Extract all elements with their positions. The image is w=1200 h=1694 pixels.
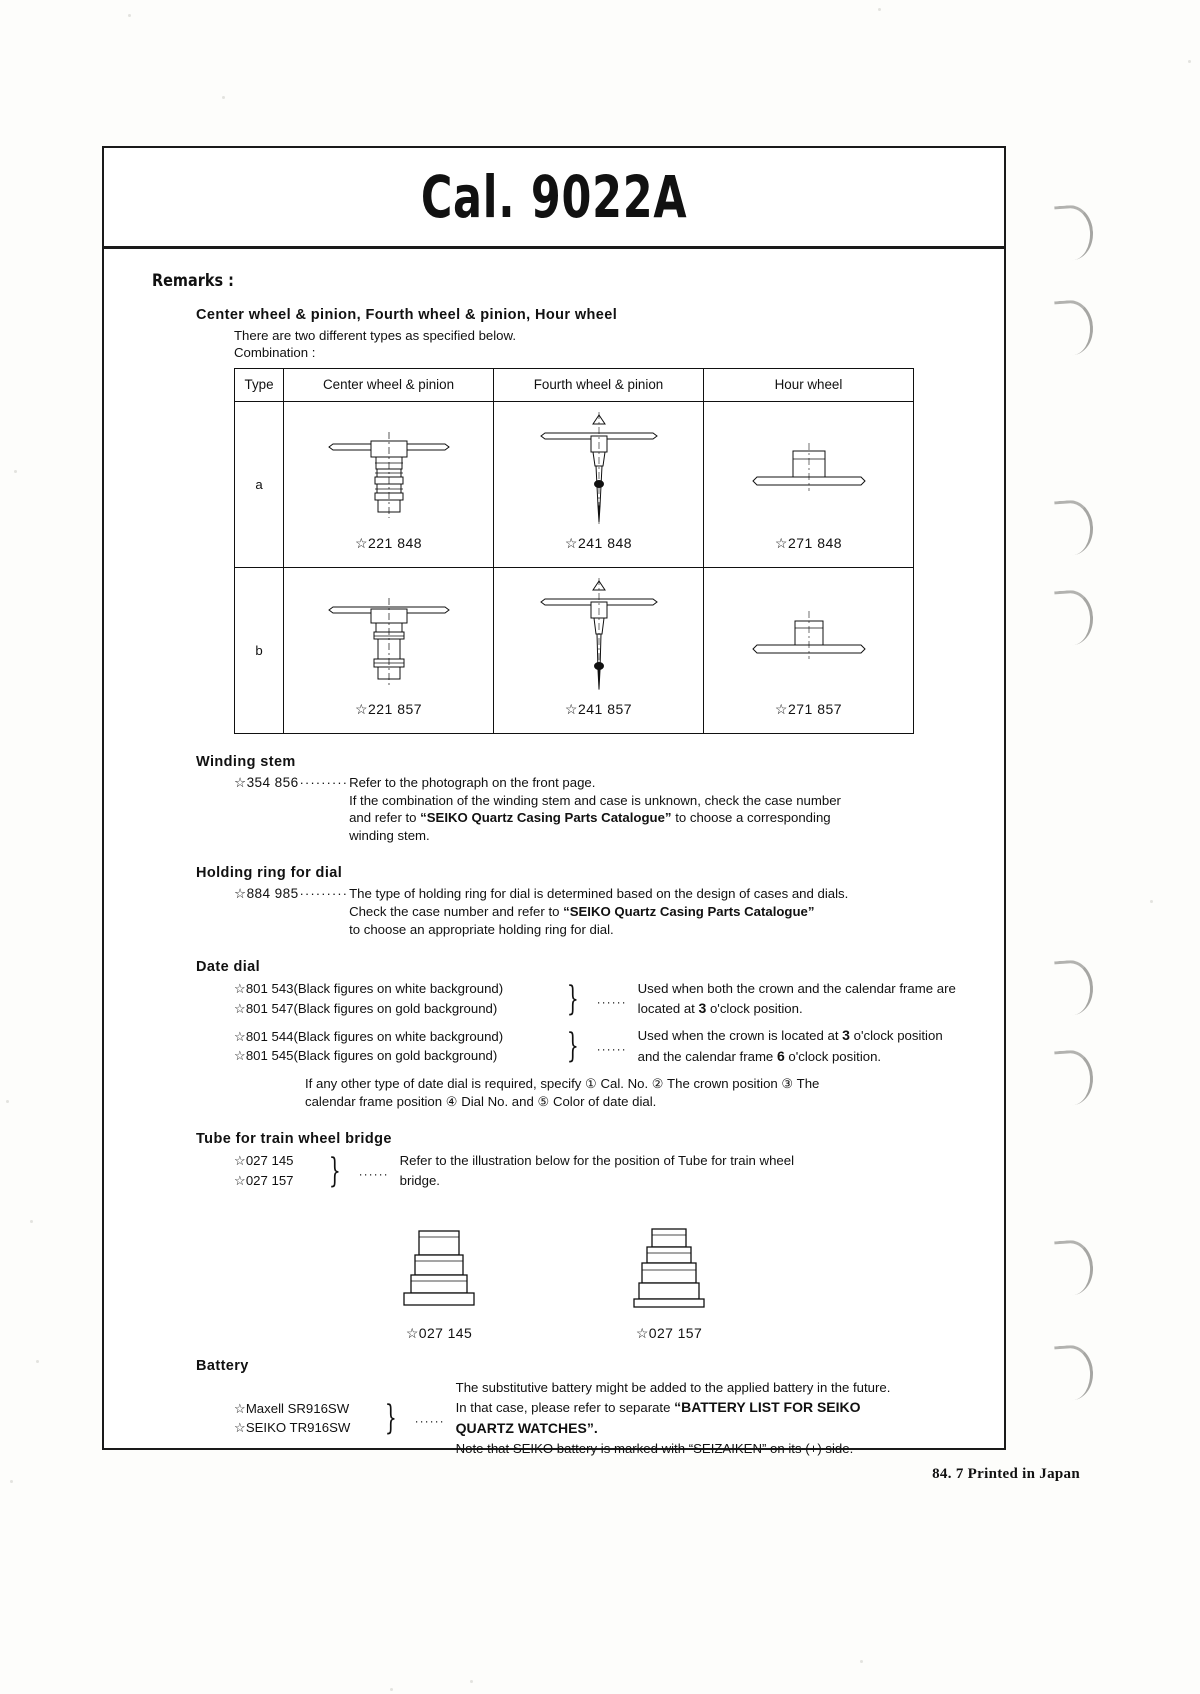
winding-stem-line-3-post: to choose a corresponding xyxy=(671,810,831,826)
combination-table xyxy=(234,368,914,734)
scan-speck xyxy=(1188,60,1191,63)
date-dial-note-line-2: calendar frame position ④ Dial No. and ⑤ Color of date dial. xyxy=(305,1094,657,1110)
date-dial-desc-line-2-post: o'clock position. xyxy=(784,1049,882,1065)
date-dial-group-2 xyxy=(234,1025,978,1067)
catalogue-title: “SEIKO Quartz Casing Parts Catalogue” xyxy=(563,903,815,919)
table-header-row xyxy=(235,368,914,401)
brace-icon: } xyxy=(566,978,579,1019)
date-dial-group-1 xyxy=(234,979,978,1020)
scan-speck xyxy=(390,1688,393,1691)
punch-mark xyxy=(1056,1240,1090,1292)
page-title: Cal. 9022A xyxy=(420,163,688,231)
part-number-fourth-a: ☆241 848 xyxy=(564,535,633,552)
punch-mark xyxy=(1056,1050,1090,1102)
date-dial-desc-line-1-pre: Used when the crown is located at xyxy=(637,1028,843,1044)
document-body xyxy=(104,249,1004,1459)
center-wheel-pinion-icon xyxy=(309,414,469,524)
calendar-frame-position-value: 6 xyxy=(776,1048,785,1065)
winding-stem-line-4: winding stem. xyxy=(349,828,430,844)
section-heading-date-dial: Date dial xyxy=(196,958,261,975)
leader-dots: ······ xyxy=(358,1166,389,1181)
punch-mark xyxy=(1056,500,1090,552)
center-wheel-pinion-icon xyxy=(309,580,469,690)
scan-speck xyxy=(470,1680,473,1683)
fourth-wheel-drawing xyxy=(495,576,702,694)
section-heading-tube: Tube for train wheel bridge xyxy=(196,1130,392,1147)
section-winding-stem xyxy=(130,754,978,845)
leader-dots: ········· xyxy=(299,886,349,902)
section-battery xyxy=(130,1358,978,1460)
section-date-dial xyxy=(130,959,978,1111)
cell-center-a xyxy=(284,401,494,567)
part-number-801-544: ☆801 544(Black figures on white background) xyxy=(234,1028,504,1044)
section-tube xyxy=(130,1131,978,1342)
punch-mark xyxy=(1056,960,1090,1012)
punch-mark xyxy=(1056,590,1090,642)
title-band xyxy=(104,148,1004,249)
cell-hour-b xyxy=(704,567,914,733)
battery-desc xyxy=(456,1378,978,1460)
tube-figure-caption: ☆027 157 xyxy=(635,1324,703,1341)
leader-dots: ······ xyxy=(596,994,627,1009)
date-dial-desc-line-2-pre: located at xyxy=(637,1001,699,1017)
part-number-holding-ring: ☆884 985 xyxy=(234,886,299,902)
part-number-801-543: ☆801 543(Black figures on white background) xyxy=(234,981,504,997)
scan-speck xyxy=(1150,900,1153,903)
scan-speck xyxy=(10,1480,13,1483)
cell-fourth-a xyxy=(494,401,704,567)
part-number-801-547: ☆801 547(Black figures on gold background) xyxy=(234,1000,498,1016)
part-number-center-b: ☆221 857 xyxy=(354,701,423,718)
tube-027-145-icon xyxy=(384,1217,494,1317)
winding-stem-line-3-pre: and refer to xyxy=(349,810,421,826)
tube-figures xyxy=(130,1217,978,1342)
cell-fourth-b xyxy=(494,567,704,733)
catalogue-title: “SEIKO Quartz Casing Parts Catalogue” xyxy=(420,810,672,826)
tube-desc-line-1: Refer to the illustration below for the position of Tube for train wheel xyxy=(399,1152,795,1168)
holding-ring-line-2-pre: Check the case number and refer to xyxy=(349,903,564,919)
punch-mark xyxy=(1056,1345,1090,1397)
section-heading-battery: Battery xyxy=(196,1357,249,1374)
page-footer: 84. 7 Printed in Japan xyxy=(932,1466,1080,1482)
hour-wheel-icon xyxy=(729,595,889,675)
fourth-wheel-pinion-icon xyxy=(519,410,679,528)
tube-parts xyxy=(234,1151,326,1191)
holding-ring-line-1: The type of holding ring for dial is determined based on the design of cases and dials. xyxy=(349,886,849,902)
column-header-fourth: Fourth wheel & pinion xyxy=(494,368,704,401)
cell-type-a: a xyxy=(235,401,284,567)
tube-figure-caption: ☆027 145 xyxy=(405,1324,473,1341)
table-row xyxy=(235,567,914,733)
center-wheel-drawing xyxy=(285,410,492,528)
scan-speck xyxy=(860,1660,863,1663)
battery-seiko: ☆SEIKO TR916SW xyxy=(234,1420,351,1436)
battery-list-title-1: “BATTERY LIST FOR SEIKO xyxy=(674,1399,861,1416)
scan-speck xyxy=(30,1220,33,1223)
leader-dots: ······ xyxy=(414,1414,445,1429)
hour-wheel-icon xyxy=(729,429,889,509)
battery-parts xyxy=(234,1399,382,1439)
part-number-center-a: ☆221 848 xyxy=(354,535,423,552)
tube-desc xyxy=(400,1151,978,1191)
winding-stem-line-2: If the combination of the winding stem and case is unknown, check the case number xyxy=(349,792,841,808)
part-number-fourth-b: ☆241 857 xyxy=(564,701,633,718)
holding-ring-text xyxy=(349,885,978,938)
cell-type-b: b xyxy=(235,567,284,733)
section-heading-holding-ring: Holding ring for dial xyxy=(196,865,343,882)
tube-entry xyxy=(234,1151,978,1191)
tube-desc-line-2: bridge. xyxy=(399,1172,440,1188)
battery-line-4: Note that SEIKO battery is marked with “SEIZAIKEN” on its (+) side. xyxy=(455,1441,854,1457)
date-dial-group-2-parts xyxy=(234,1027,564,1067)
battery-entry xyxy=(234,1378,978,1460)
brace-icon: } xyxy=(566,1026,579,1067)
battery-line-2-pre: In that case, please refer to separate xyxy=(455,1400,675,1416)
combination-lead-2: Combination : xyxy=(234,345,316,361)
winding-stem-line-1: Refer to the photograph on the front page. xyxy=(349,774,596,790)
part-number-hour-b: ☆271 857 xyxy=(774,701,843,718)
winding-stem-text xyxy=(349,774,978,845)
scan-speck xyxy=(222,96,225,99)
date-dial-note xyxy=(305,1075,978,1111)
scan-speck xyxy=(878,8,881,11)
date-dial-group-2-desc xyxy=(638,1025,978,1067)
date-dial-desc-line-1: Used when both the crown and the calendar frame are xyxy=(637,980,956,996)
fourth-wheel-pinion-icon xyxy=(519,576,679,694)
scan-speck xyxy=(14,470,17,473)
battery-line-1: The substitutive battery might be added to the applied battery in the future. xyxy=(455,1379,891,1395)
table-row xyxy=(235,401,914,567)
brace-icon: } xyxy=(328,1150,341,1191)
part-number-winding-stem: ☆354 856 xyxy=(234,774,299,790)
battery-list-title-2: QUARTZ WATCHES”. xyxy=(455,1420,598,1437)
winding-stem-entry xyxy=(234,774,978,845)
crown-position-value: 3 xyxy=(698,1000,707,1017)
section-heading-combination: Center wheel & pinion, Fourth wheel & pinion, Hour wheel xyxy=(196,307,618,323)
column-header-type: Type xyxy=(235,368,284,401)
document-page xyxy=(102,146,1006,1457)
holding-ring-entry xyxy=(234,885,978,938)
battery-maxell: ☆Maxell SR916SW xyxy=(234,1400,350,1416)
date-dial-desc-line-1-post: o'clock position xyxy=(849,1028,943,1044)
tube-figure-027-157 xyxy=(614,1217,724,1342)
center-wheel-drawing xyxy=(285,576,492,694)
column-header-hour: Hour wheel xyxy=(704,368,914,401)
fourth-wheel-drawing xyxy=(495,410,702,528)
hour-wheel-drawing xyxy=(705,410,912,528)
punch-mark xyxy=(1056,205,1090,257)
punch-mark xyxy=(1056,300,1090,352)
tube-figure-027-145 xyxy=(384,1217,494,1342)
brace-icon: } xyxy=(384,1398,397,1439)
date-dial-note-line-1: If any other type of date dial is required, specify ① Cal. No. ② The crown position ③ The xyxy=(305,1076,820,1092)
scan-speck xyxy=(6,1100,9,1103)
section-heading-winding-stem: Winding stem xyxy=(196,753,296,770)
combination-lead-1: There are two different types as specified below. xyxy=(234,328,516,343)
part-number-hour-a: ☆271 848 xyxy=(774,535,843,552)
holding-ring-line-3: to choose an appropriate holding ring for dial. xyxy=(349,921,614,937)
remarks-label: Remarks : xyxy=(152,271,234,291)
cell-hour-a xyxy=(704,401,914,567)
date-dial-group-1-parts xyxy=(234,979,564,1019)
tube-027-157-icon xyxy=(614,1217,724,1317)
hour-wheel-drawing xyxy=(705,576,912,694)
leader-dots: ······ xyxy=(596,1042,627,1057)
part-number-801-545: ☆801 545(Black figures on gold background) xyxy=(234,1048,498,1064)
crown-position-value: 3 xyxy=(842,1027,850,1044)
part-number-027-157: ☆027 157 xyxy=(234,1172,294,1188)
part-number-027-145: ☆027 145 xyxy=(234,1152,294,1168)
date-dial-desc-line-2-pre: and the calendar frame xyxy=(637,1049,777,1065)
leader-dots: ········· xyxy=(299,774,349,790)
cell-center-b xyxy=(284,567,494,733)
column-header-center: Center wheel & pinion xyxy=(284,368,494,401)
section-holding-ring xyxy=(130,865,978,938)
scan-speck xyxy=(36,1360,39,1363)
date-dial-desc-line-2-post: o'clock position. xyxy=(706,1001,803,1017)
scan-speck xyxy=(128,14,131,17)
date-dial-group-1-desc xyxy=(638,979,978,1020)
